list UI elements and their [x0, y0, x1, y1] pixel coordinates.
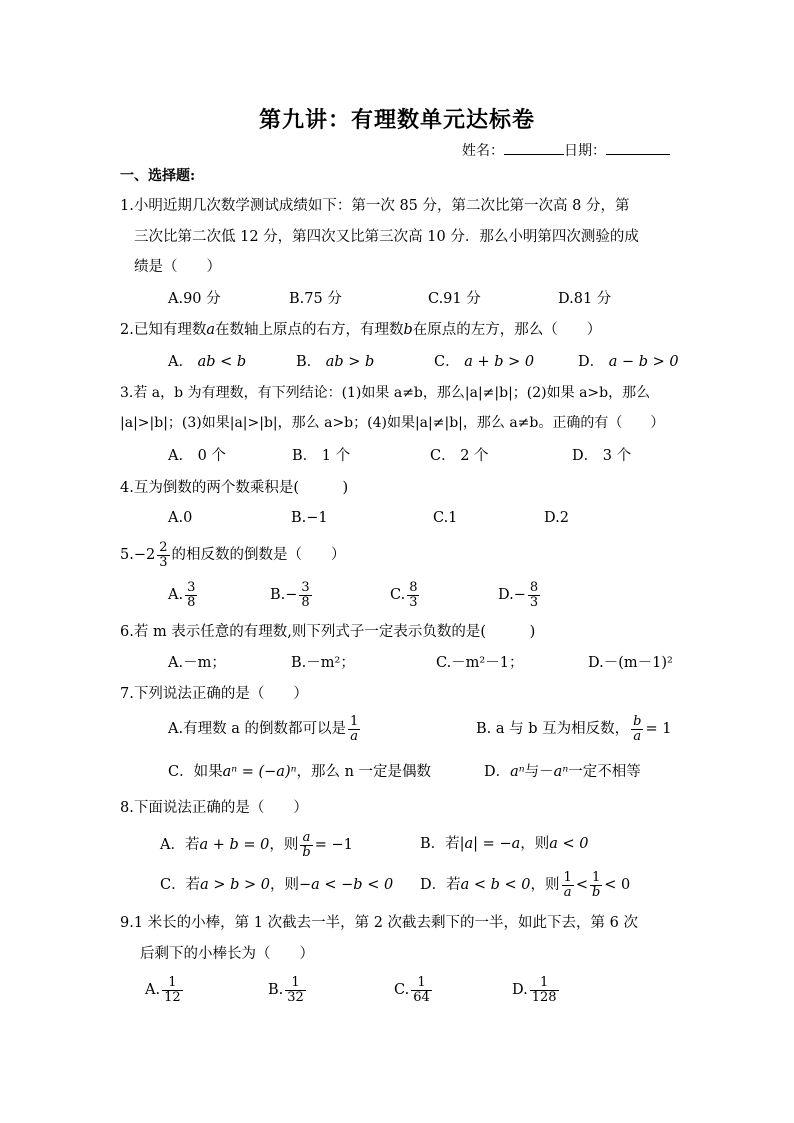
q8-option-d-num2: 1 [590, 871, 602, 886]
q3-line1: 3.若 a，b 为有理数，有下列结论：(1)如果 a≠b，那么|a|≠|b|；(2)如果 a>b，那么 [120, 385, 651, 401]
q9-option-b[interactable] [268, 975, 308, 1005]
q5-stem-post: 的相反数的倒数是（ ） [171, 547, 346, 563]
q7-stem: 7.下列说法正确的是（ ） [120, 686, 308, 702]
q8-option-c-mid: ，则 [270, 877, 299, 893]
q8-option-c[interactable] [160, 875, 393, 895]
q5-mixed-fraction [157, 541, 169, 570]
q9-option-c-label: C. [394, 982, 410, 998]
q9-option-a-label: A. [145, 982, 161, 998]
q7-option-b-num: b [633, 713, 642, 729]
q9-option-b-num: 1 [285, 976, 306, 991]
q9-option-a-den: 12 [164, 989, 181, 1005]
q9-option-d-frac [530, 976, 559, 1005]
q6-option-d[interactable]: D.－(m－1)² [588, 655, 673, 671]
q8-option-b[interactable] [420, 834, 588, 854]
q8-option-b-post: a < 0 [549, 836, 589, 852]
q8-stem: 8.下面说法正确的是（ ） [120, 800, 308, 816]
q9-option-d-label: D. [512, 982, 528, 998]
q5-frac-den: 3 [159, 554, 168, 570]
q5-option-b-num: 3 [301, 579, 310, 595]
q1-line1: 1.小明近期几次数学测试成绩如下：第一次 85 分，第二次比第一次高 8 分，第 [120, 198, 630, 214]
q5-option-b-frac [299, 581, 311, 610]
q1-option-a[interactable]: A.90 分 [168, 291, 221, 307]
q2-option-a-label: A． [168, 354, 193, 370]
q8-option-a-frac [300, 831, 312, 860]
q9-option-c-den: 64 [413, 989, 430, 1005]
q5-option-c-num: 8 [409, 579, 418, 595]
page-title: 第九讲：有理数单元达标卷 [258, 107, 535, 133]
q5-option-d-frac [528, 581, 540, 610]
name-label: 姓名： [462, 143, 504, 159]
q7-option-d-mid: 与－ [524, 764, 554, 780]
q8-option-a-mid: ，则 [269, 837, 299, 853]
q4-option-d[interactable]: D.2 [544, 510, 569, 526]
q7-option-d-expr1: aⁿ [510, 764, 525, 780]
q2-option-c[interactable] [434, 352, 534, 372]
q9-option-b-frac [285, 976, 306, 1005]
q8-option-b-expr: |a| = −a [459, 836, 521, 852]
q5-option-c-den: 3 [409, 594, 418, 610]
q7-option-a-frac [348, 715, 360, 744]
q8-option-c-pre: C．若 [160, 877, 201, 893]
q3-option-a[interactable]: A． 0 个 [168, 448, 226, 464]
q5-option-b-label: B.− [270, 587, 298, 603]
q5-option-a-den: 8 [187, 594, 196, 610]
q2-option-c-label: C． [434, 354, 460, 370]
q7-option-b-post: = 1 [645, 721, 672, 737]
q8-option-d-expr: a < b < 0 [460, 877, 531, 893]
q4-option-b[interactable]: B.−1 [291, 510, 328, 526]
q5-option-d-num: 8 [529, 579, 539, 595]
q8-option-a-den: b [302, 844, 311, 860]
q5-option-a[interactable] [168, 580, 199, 610]
q8-option-c-expr: a > b > 0 [200, 877, 270, 893]
q7-option-b-text: B. a 与 b 互为相反数， [476, 721, 630, 737]
q7-option-b-frac [631, 715, 643, 744]
q7-option-d-post: 一定不相等 [568, 764, 641, 780]
q9-option-c-frac [411, 976, 432, 1005]
q8-option-a-post: = −1 [314, 837, 353, 853]
q5-stem-pre: 5.−2 [120, 547, 156, 563]
q8-option-a[interactable] [160, 830, 353, 860]
q7-option-c-expr: aⁿ = (−a)ⁿ [222, 764, 297, 780]
q5-option-d-label: D.− [498, 587, 526, 603]
q2-var-b: b [403, 322, 413, 338]
q8-option-a-num: a [300, 831, 312, 846]
q5-option-d[interactable] [498, 580, 542, 610]
q2-option-d[interactable] [578, 352, 679, 372]
q8-option-b-mid: ，则 [520, 836, 550, 852]
q7-option-b-den: a [633, 728, 642, 744]
q2-stem [120, 320, 601, 340]
q5-option-b[interactable] [270, 580, 314, 610]
q9-option-b-den: 32 [287, 989, 304, 1005]
q9-option-d-den: 128 [531, 989, 557, 1005]
q2-stem-post: 在原点的左方，那么（ ） [412, 322, 602, 338]
q3-option-d[interactable]: D． 3 个 [572, 448, 632, 464]
q9-option-c[interactable] [394, 975, 434, 1005]
q8-option-d-pre: D．若 [420, 877, 461, 893]
q8-option-c-post: −a < −b < 0 [299, 877, 394, 893]
q5-option-c-label: C. [390, 587, 406, 603]
q1-option-c[interactable]: C.91 分 [428, 291, 481, 307]
q5-frac-num: 2 [159, 539, 168, 555]
q9-option-a-num: 1 [162, 976, 183, 991]
q3-line2: |a|>|b|；(3)如果|a|>|b|，那么 a>b；(4)如果|a|≠|b|，那么 a≠b。正确的有（ ） [120, 415, 665, 431]
q9-line1: 9.1 米长的小棒，第 1 次截去一半，第 2 次截去剩下的一半，如此下去，第 6 次 [120, 915, 638, 931]
q7-option-d[interactable] [484, 762, 641, 782]
q9-option-a[interactable] [145, 975, 185, 1005]
q7-option-a-num: 1 [349, 713, 359, 729]
q6-stem: 6.若 m 表示任意的有理数,则下列式子一定表示负数的是( ) [120, 624, 536, 640]
q2-option-b-label: B． [296, 354, 322, 370]
q2-stem-mid: 在数轴上原点的右方，有理数 [215, 322, 404, 338]
q3-option-b[interactable]: B． 1 个 [292, 448, 351, 464]
q7-option-a[interactable] [168, 714, 362, 744]
q5-option-a-frac [185, 581, 197, 610]
q5-option-c[interactable] [390, 580, 421, 610]
q4-stem: 4.互为倒数的两个数乘积是( ) [120, 480, 349, 496]
q2-option-a[interactable] [168, 352, 246, 372]
q8-option-a-expr: a + b = 0 [199, 837, 270, 853]
q8-option-d-frac2 [590, 871, 602, 900]
q9-option-b-label: B. [268, 982, 284, 998]
q2-option-d-expr: a − b > 0 [608, 354, 679, 370]
q9-option-d[interactable] [512, 975, 561, 1005]
q8-option-d-frac1 [562, 871, 574, 900]
q8-option-b-pre: B．若 [420, 836, 460, 852]
q5-option-c-frac [407, 581, 419, 610]
q1-option-d[interactable]: D.81 分 [558, 291, 612, 307]
q9-option-c-num: 1 [411, 976, 432, 991]
date-blank[interactable] [606, 142, 670, 155]
q2-var-a: a [206, 322, 215, 338]
name-date-line [462, 140, 670, 160]
q5-option-d-den: 3 [529, 594, 539, 610]
q9-option-a-frac [162, 976, 183, 1005]
q9-option-d-num: 1 [530, 976, 559, 991]
q5-option-b-den: 8 [301, 594, 310, 610]
q8-option-d-num1: 1 [563, 869, 572, 885]
q7-option-d-expr2: aⁿ [553, 764, 569, 780]
date-label: 日期： [564, 143, 606, 159]
q5-option-a-num: 3 [187, 579, 196, 595]
q8-option-d-mid: ，则 [530, 877, 560, 893]
q2-option-b[interactable] [296, 352, 374, 372]
q8-option-d-den2: b [591, 884, 601, 900]
q8-option-d-den1: a [563, 884, 572, 900]
q9-line2: 后剩下的小棒长为（ ） [140, 946, 314, 962]
q1-line2: 三次比第二次低 12 分，第四次又比第三次高 10 分．那么小明第四次测验的成 [134, 229, 639, 245]
q5-option-a-label: A. [168, 587, 184, 603]
section-heading: 一、选择题: [120, 168, 196, 184]
q7-option-a-den: a [350, 728, 358, 744]
q2-stem-pre: 2.已知有理数 [120, 322, 207, 338]
q2-option-d-label: D． [578, 354, 605, 370]
q2-option-a-expr: ab < b [197, 354, 247, 370]
q4-option-a[interactable]: A.0 [168, 510, 193, 526]
q8-option-d[interactable] [420, 870, 630, 900]
name-blank[interactable] [504, 142, 564, 155]
q7-option-b[interactable] [476, 714, 671, 744]
q2-option-c-expr: a + b > 0 [464, 354, 535, 370]
q6-option-c[interactable]: C.－m²－1； [436, 655, 524, 671]
q4-option-c[interactable]: C.1 [433, 510, 458, 526]
q8-option-a-pre: A．若 [160, 837, 200, 853]
q5-stem [120, 540, 346, 570]
q2-option-b-expr: ab > b [325, 354, 375, 370]
q7-option-c[interactable] [168, 762, 431, 782]
q8-option-d-post: < 0 [604, 877, 631, 893]
q7-option-a-text: A.有理数 a 的倒数都可以是 [168, 721, 346, 737]
q1-option-b[interactable]: B.75 分 [289, 291, 342, 307]
q7-option-c-pre: C．如果 [168, 764, 223, 780]
q1-line3: 绩是（ ） [134, 259, 221, 275]
q6-option-b[interactable]: B.－m²； [291, 655, 355, 671]
q8-option-d-lt: < [575, 877, 588, 893]
q7-option-d-pre: D． [484, 764, 511, 780]
q7-option-c-post: ，那么 n 一定是偶数 [296, 764, 432, 780]
q6-option-a[interactable]: A.－m； [168, 655, 226, 671]
q3-option-c[interactable]: C． 2 个 [430, 448, 489, 464]
